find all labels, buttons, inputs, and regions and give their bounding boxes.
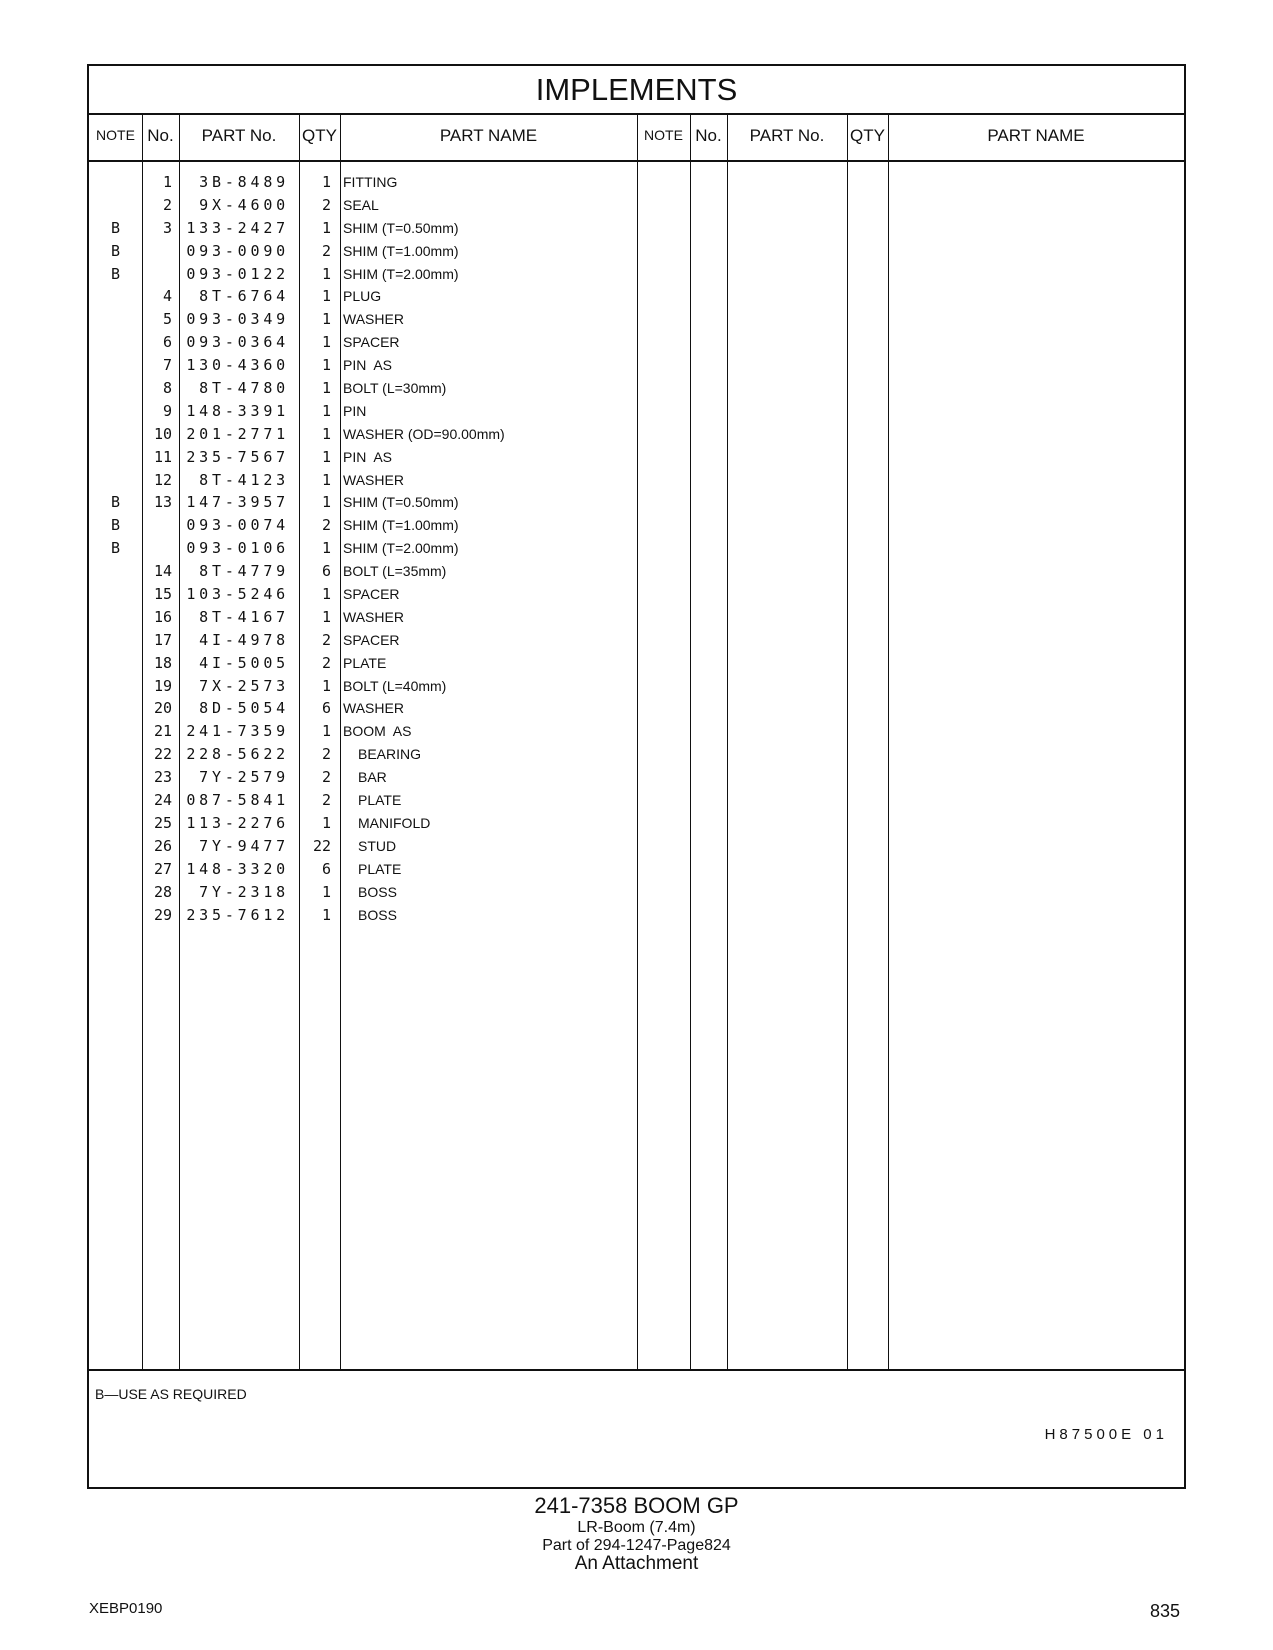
row-part-number: 8T-4779 xyxy=(199,562,289,581)
row-number: 1 xyxy=(162,173,172,191)
document-id: XEBP0190 xyxy=(89,1600,163,1617)
row-part-name: STUD xyxy=(358,837,397,854)
row-part-number: 093-0106 xyxy=(186,539,289,558)
row-part-name: PIN xyxy=(343,402,367,419)
row-quantity: 1 xyxy=(321,287,331,306)
page-number: 835 xyxy=(1150,1601,1181,1621)
row-part-number: 093-0074 xyxy=(186,516,289,535)
row-part-name: SEAL xyxy=(343,196,379,213)
row-number: 14 xyxy=(153,562,172,581)
row-number: 26 xyxy=(153,836,172,855)
row-note: B xyxy=(110,218,121,237)
row-note: B xyxy=(110,264,121,283)
row-part-number: 7Y-2579 xyxy=(199,768,289,787)
row-quantity: 2 xyxy=(321,516,331,535)
caption-part-of: Part of 294-1247-Page824 xyxy=(542,1537,731,1554)
row-quantity: 1 xyxy=(321,356,331,375)
row-quantity: 1 xyxy=(321,539,331,558)
row-part-number: 093-0090 xyxy=(186,241,289,260)
row-quantity: 1 xyxy=(321,722,331,741)
row-part-name: WASHER xyxy=(343,311,404,328)
row-part-name: PLATE xyxy=(358,860,402,877)
row-note: B xyxy=(110,539,121,558)
row-number: 24 xyxy=(153,791,172,810)
row-quantity: 1 xyxy=(321,379,331,398)
table-row xyxy=(89,331,637,354)
row-quantity: 1 xyxy=(321,585,331,604)
row-quantity: 2 xyxy=(321,630,331,649)
table-row xyxy=(89,537,637,560)
table-row xyxy=(89,743,637,766)
row-part-number: 113-2276 xyxy=(186,813,289,832)
row-quantity: 1 xyxy=(321,424,331,443)
row-part-number: 7Y-9477 xyxy=(199,836,289,855)
row-part-name: SPACER xyxy=(343,631,400,648)
caption-attachment: An Attachment xyxy=(574,1553,699,1574)
row-part-number: 4I-5005 xyxy=(199,653,289,672)
row-number: 5 xyxy=(162,310,172,329)
row-part-number: 7Y-2318 xyxy=(199,882,289,901)
row-part-number: 103-5246 xyxy=(186,585,289,604)
row-part-name: SHIM (T=1.00mm) xyxy=(343,242,459,259)
table-row xyxy=(89,858,637,881)
row-part-number: 8T-6764 xyxy=(199,287,289,306)
row-number: 29 xyxy=(153,905,172,924)
row-quantity: 2 xyxy=(321,768,331,787)
row-part-number: 235-7612 xyxy=(186,905,289,924)
row-part-number: 8T-4123 xyxy=(199,470,289,489)
row-quantity: 1 xyxy=(321,447,331,466)
row-number: 19 xyxy=(153,676,172,695)
table-row xyxy=(89,194,637,217)
table-row xyxy=(89,606,637,629)
row-part-name: SPACER xyxy=(343,586,400,603)
row-quantity: 1 xyxy=(321,607,331,626)
table-row xyxy=(89,377,637,400)
row-part-name: BEARING xyxy=(358,746,422,763)
row-number: 7 xyxy=(162,356,172,375)
row-part-number: 7X-2573 xyxy=(199,676,289,695)
header-part-name-right: PART NAME xyxy=(987,126,1085,145)
row-part-name: BOLT (L=35mm) xyxy=(343,563,447,580)
row-number: 4 xyxy=(162,287,172,306)
column-divider xyxy=(690,113,691,1371)
row-part-name: WASHER xyxy=(343,700,404,717)
row-part-name: SHIM (T=0.50mm) xyxy=(343,494,459,511)
row-part-number: 093-0349 xyxy=(186,310,289,329)
row-part-number: 093-0364 xyxy=(186,333,289,352)
row-quantity: 1 xyxy=(321,470,331,489)
row-part-number: 087-5841 xyxy=(186,791,289,810)
row-part-number: 148-3391 xyxy=(186,401,289,420)
row-quantity: 1 xyxy=(321,905,331,924)
row-number: 18 xyxy=(153,653,172,672)
row-part-name: FITTING xyxy=(343,174,398,190)
row-number: 25 xyxy=(153,813,172,832)
table-row xyxy=(89,446,637,469)
header-qty-right: QTY xyxy=(850,126,885,145)
table-row xyxy=(89,812,637,835)
row-part-name: BOLT (L=40mm) xyxy=(343,677,447,694)
row-part-name: BOLT (L=30mm) xyxy=(343,380,447,397)
row-quantity: 1 xyxy=(321,310,331,329)
row-number: 10 xyxy=(153,424,172,443)
table-row xyxy=(89,423,637,446)
row-number: 2 xyxy=(162,195,172,214)
row-part-number: 228-5622 xyxy=(186,745,289,764)
row-part-name: WASHER (OD=90.00mm) xyxy=(343,425,505,442)
header-part-name: PART NAME xyxy=(439,126,538,145)
table-row xyxy=(89,881,637,904)
row-number: 28 xyxy=(153,882,172,901)
row-part-name: MANIFOLD xyxy=(358,814,431,831)
row-note: B xyxy=(110,493,121,512)
table-row xyxy=(89,514,637,537)
row-quantity: 6 xyxy=(321,859,331,878)
row-part-name: SHIM (T=2.00mm) xyxy=(343,540,459,557)
header-qty: QTY xyxy=(302,126,337,145)
header-note-right: NOTE xyxy=(644,127,683,143)
table-row xyxy=(89,217,637,240)
table-row xyxy=(89,789,637,812)
row-number: 27 xyxy=(153,859,172,878)
row-number: 13 xyxy=(153,493,172,512)
row-part-name: PLUG xyxy=(343,288,382,305)
parts-table xyxy=(87,64,1186,1489)
row-quantity: 2 xyxy=(321,241,331,260)
row-number: 17 xyxy=(153,630,172,649)
row-part-number: 241-7359 xyxy=(186,722,289,741)
header-no: No. xyxy=(147,126,174,145)
footnote: B—USE AS REQUIRED xyxy=(95,1386,247,1402)
row-part-name: PLATE xyxy=(343,654,387,671)
row-part-name: PIN AS xyxy=(343,357,393,374)
table-row xyxy=(89,766,637,789)
row-quantity: 2 xyxy=(321,195,331,214)
row-part-name: BOOM AS xyxy=(343,723,412,740)
row-part-name: SPACER xyxy=(343,334,400,351)
row-part-number: 3B-8489 xyxy=(199,173,289,191)
table-row xyxy=(89,904,637,927)
row-number: 23 xyxy=(153,768,172,787)
row-note: B xyxy=(110,516,121,535)
row-number: 8 xyxy=(162,379,172,398)
row-quantity: 1 xyxy=(321,218,331,237)
table-row xyxy=(89,652,637,675)
row-quantity: 1 xyxy=(321,333,331,352)
row-part-number: 130-4360 xyxy=(186,356,289,375)
table-row xyxy=(89,491,637,514)
row-quantity: 1 xyxy=(321,813,331,832)
table-row xyxy=(89,354,637,377)
table-footer-divider xyxy=(89,1369,1184,1371)
column-divider xyxy=(727,113,728,1371)
row-quantity: 2 xyxy=(321,653,331,672)
row-part-name: SHIM (T=0.50mm) xyxy=(343,219,459,236)
row-part-name: SHIM (T=1.00mm) xyxy=(343,517,459,534)
row-part-number: 133-2427 xyxy=(186,218,289,237)
table-row xyxy=(89,560,637,583)
row-part-name: PLATE xyxy=(358,792,402,809)
table-body xyxy=(89,171,637,926)
row-number: 21 xyxy=(153,722,172,741)
row-quantity: 1 xyxy=(321,401,331,420)
row-number: 16 xyxy=(153,607,172,626)
table-row xyxy=(89,469,637,492)
row-number: 3 xyxy=(162,218,172,237)
row-part-number: 9X-4600 xyxy=(199,195,289,214)
row-part-name: BOSS xyxy=(358,883,397,900)
header-part-no: PART No. xyxy=(201,126,277,145)
row-quantity: 6 xyxy=(321,562,331,581)
row-part-name: SHIM (T=2.00mm) xyxy=(343,265,459,282)
row-part-number: 8D-5054 xyxy=(199,699,289,718)
row-part-number: 8T-4780 xyxy=(199,379,289,398)
row-part-number: 235-7567 xyxy=(186,447,289,466)
table-row xyxy=(89,171,637,194)
row-number: 6 xyxy=(162,333,172,352)
row-part-number: 093-0122 xyxy=(186,264,289,283)
row-number: 22 xyxy=(153,745,172,764)
row-quantity: 1 xyxy=(321,676,331,695)
row-quantity: 1 xyxy=(321,493,331,512)
row-number: 15 xyxy=(153,585,172,604)
row-quantity: 6 xyxy=(321,699,331,718)
caption-group-title: 241-7358 BOOM GP xyxy=(534,1493,739,1518)
column-divider xyxy=(637,113,638,1371)
row-quantity: 22 xyxy=(312,836,331,855)
row-part-number: 147-3957 xyxy=(186,493,289,512)
header-note: NOTE xyxy=(96,127,135,143)
table-row xyxy=(89,629,637,652)
table-row xyxy=(89,263,637,286)
row-number: 11 xyxy=(153,447,172,466)
reference-code: H87500E 01 xyxy=(1044,1426,1168,1443)
row-quantity: 1 xyxy=(321,882,331,901)
row-part-number: 148-3320 xyxy=(186,859,289,878)
table-row xyxy=(89,285,637,308)
row-part-name: WASHER xyxy=(343,608,404,625)
table-title: IMPLEMENTS xyxy=(89,66,1184,115)
row-part-number: 201-2771 xyxy=(186,424,289,443)
table-row xyxy=(89,720,637,743)
table-row xyxy=(89,675,637,698)
row-part-name: WASHER xyxy=(343,471,404,488)
table-row xyxy=(89,308,637,331)
row-quantity: 2 xyxy=(321,745,331,764)
row-quantity: 1 xyxy=(321,264,331,283)
row-part-name: BAR xyxy=(358,769,387,786)
table-row xyxy=(89,400,637,423)
header-part-no-right: PART No. xyxy=(749,126,825,145)
table-row xyxy=(89,583,637,606)
table-row xyxy=(89,835,637,858)
row-number: 12 xyxy=(153,470,172,489)
row-number: 20 xyxy=(153,699,172,718)
row-note: B xyxy=(110,241,121,260)
row-part-number: 4I-4978 xyxy=(199,630,289,649)
row-part-name: PIN AS xyxy=(343,448,393,465)
row-part-name: BOSS xyxy=(358,906,397,923)
header-no-right: No. xyxy=(695,126,722,145)
row-quantity: 1 xyxy=(321,173,331,191)
row-part-number: 8T-4167 xyxy=(199,607,289,626)
row-quantity: 2 xyxy=(321,791,331,810)
caption-model: LR-Boom (7.4m) xyxy=(577,1519,696,1536)
table-row xyxy=(89,697,637,720)
column-divider xyxy=(888,113,889,1371)
table-row xyxy=(89,240,637,263)
column-divider xyxy=(847,113,848,1371)
row-number: 9 xyxy=(162,401,172,420)
